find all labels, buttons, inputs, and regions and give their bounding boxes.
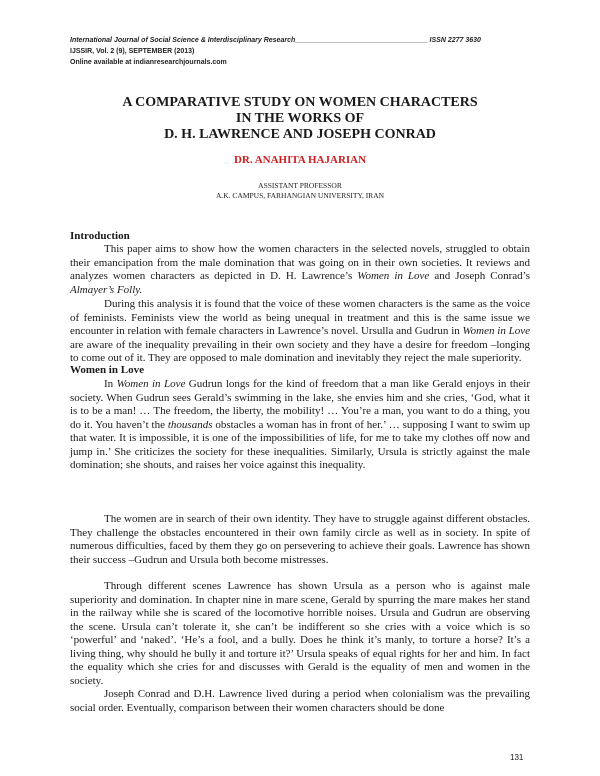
journal-header: International Journal of Social Science & Interdisciplinary Research__________________________________ ISSN 2277 3630 xyxy=(70,37,481,44)
section-heading-introduction: Introduction xyxy=(70,230,130,242)
paper-title-line-3: D. H. LAWRENCE AND JOSEPH CONRAD xyxy=(164,127,436,142)
author-institution: A.K. CAMPUS, FARHANGIAN UNIVERSITY, IRAN xyxy=(215,191,385,200)
body-paragraph-4: Joseph Conrad and D.H. Lawrence lived during a period when colonialism was the prevailing social order. Eventually, comparison between their women characters should be done xyxy=(70,688,530,714)
body-paragraph-1: In Women in Love Gudrun longs for the kind of freedom that a man like Gerald enjoys in their society. When Gudrun sees Gerald’s swimming in the lake, she envies him and she cries, ‘God, what it is to be a man! … The freedom, the liberty, the mobility! … You’re a man, you want to do a thing, you do it. You haven’t the thousands obstacles a woman has in front of her.’ … supposing I want to swim up that water. It is impossible, it is one of the impossibilities of life, for me to take my clothes off now and jump in.’ She criticizes the society for these inequalities. Similarly, Ursula is strictly against the male domination; she shouts, and raises her voice against this inequality. xyxy=(70,378,531,471)
intro-paragraph-1: This paper aims to show how the women characters in the selected novels, struggled to obtain their emancipation from the male domination that was going on in their own societies. It reviews and analyzes women characters as depicted in D. H. Lawrence’s Women in Love and Joseph Conrad’s Almayer’s Folly. xyxy=(70,243,530,296)
page-number: 131 xyxy=(510,753,524,762)
author-name: DR. ANAHITA HAJARIAN xyxy=(233,154,367,166)
paper-title-line-1: A COMPARATIVE STUDY ON WOMEN CHARACTERS xyxy=(122,95,478,110)
online-availability: Online available at indianresearchjournals.com xyxy=(70,59,227,66)
paper-title-line-2: IN THE WORKS OF xyxy=(235,111,365,126)
author-position: ASSISTANT PROFESSOR xyxy=(258,181,342,190)
section-heading-women-in-love: Women in Love xyxy=(70,364,144,376)
issue-info: IJSSIR, Vol. 2 (9), SEPTEMBER (2013) xyxy=(70,48,195,55)
body-paragraph-2: The women are in search of their own identity. They have to struggle against different obstacles. They challenge the obstacles encountered in their own family circle as well as in society. In spite of numerous difficulties, faced by them they go on persevering to achieve their goals. Lawrence has shown their success –Gudrun and Ursula both become mistresses. xyxy=(70,513,530,566)
body-paragraph-3: Through different scenes Lawrence has shown Ursula as a person who is against male superiority and domination. In chapter nine in mare scene, Gerald by spurring the mare makes her stand in the railway while she is scared of the locomotive horrible noises. Ursula and Gudrun are observing the scene. Ursula can’t tolerate it, she can’t be indifferent so she cries with a voice which is so ‘powerful’ and ‘naked’. ‘He’s a fool, and a bully. Does he think it’s manly, to torture a horse? It’s a living thing, why should he bully it and torture it?’ Ursula speaks of equal rights for her and him. In fact the equality which she cries for and discusses with Gerald is the equality of men and women in the society. xyxy=(70,580,530,687)
intro-paragraph-2: During this analysis it is found that the voice of these women characters is the same as the voice of feminists. Feminists view the world as being unequal in treatment and this is the same issue we encounter in relation with female characters in Lawrence’s novel. Ursulla and Gudrun in Women in Love are aware of the inequality prevailing in their own society and they have a desire for freedom –longing to come out of it. They are opposed to male domination and inevitably they reject the male superiority. xyxy=(70,298,531,364)
